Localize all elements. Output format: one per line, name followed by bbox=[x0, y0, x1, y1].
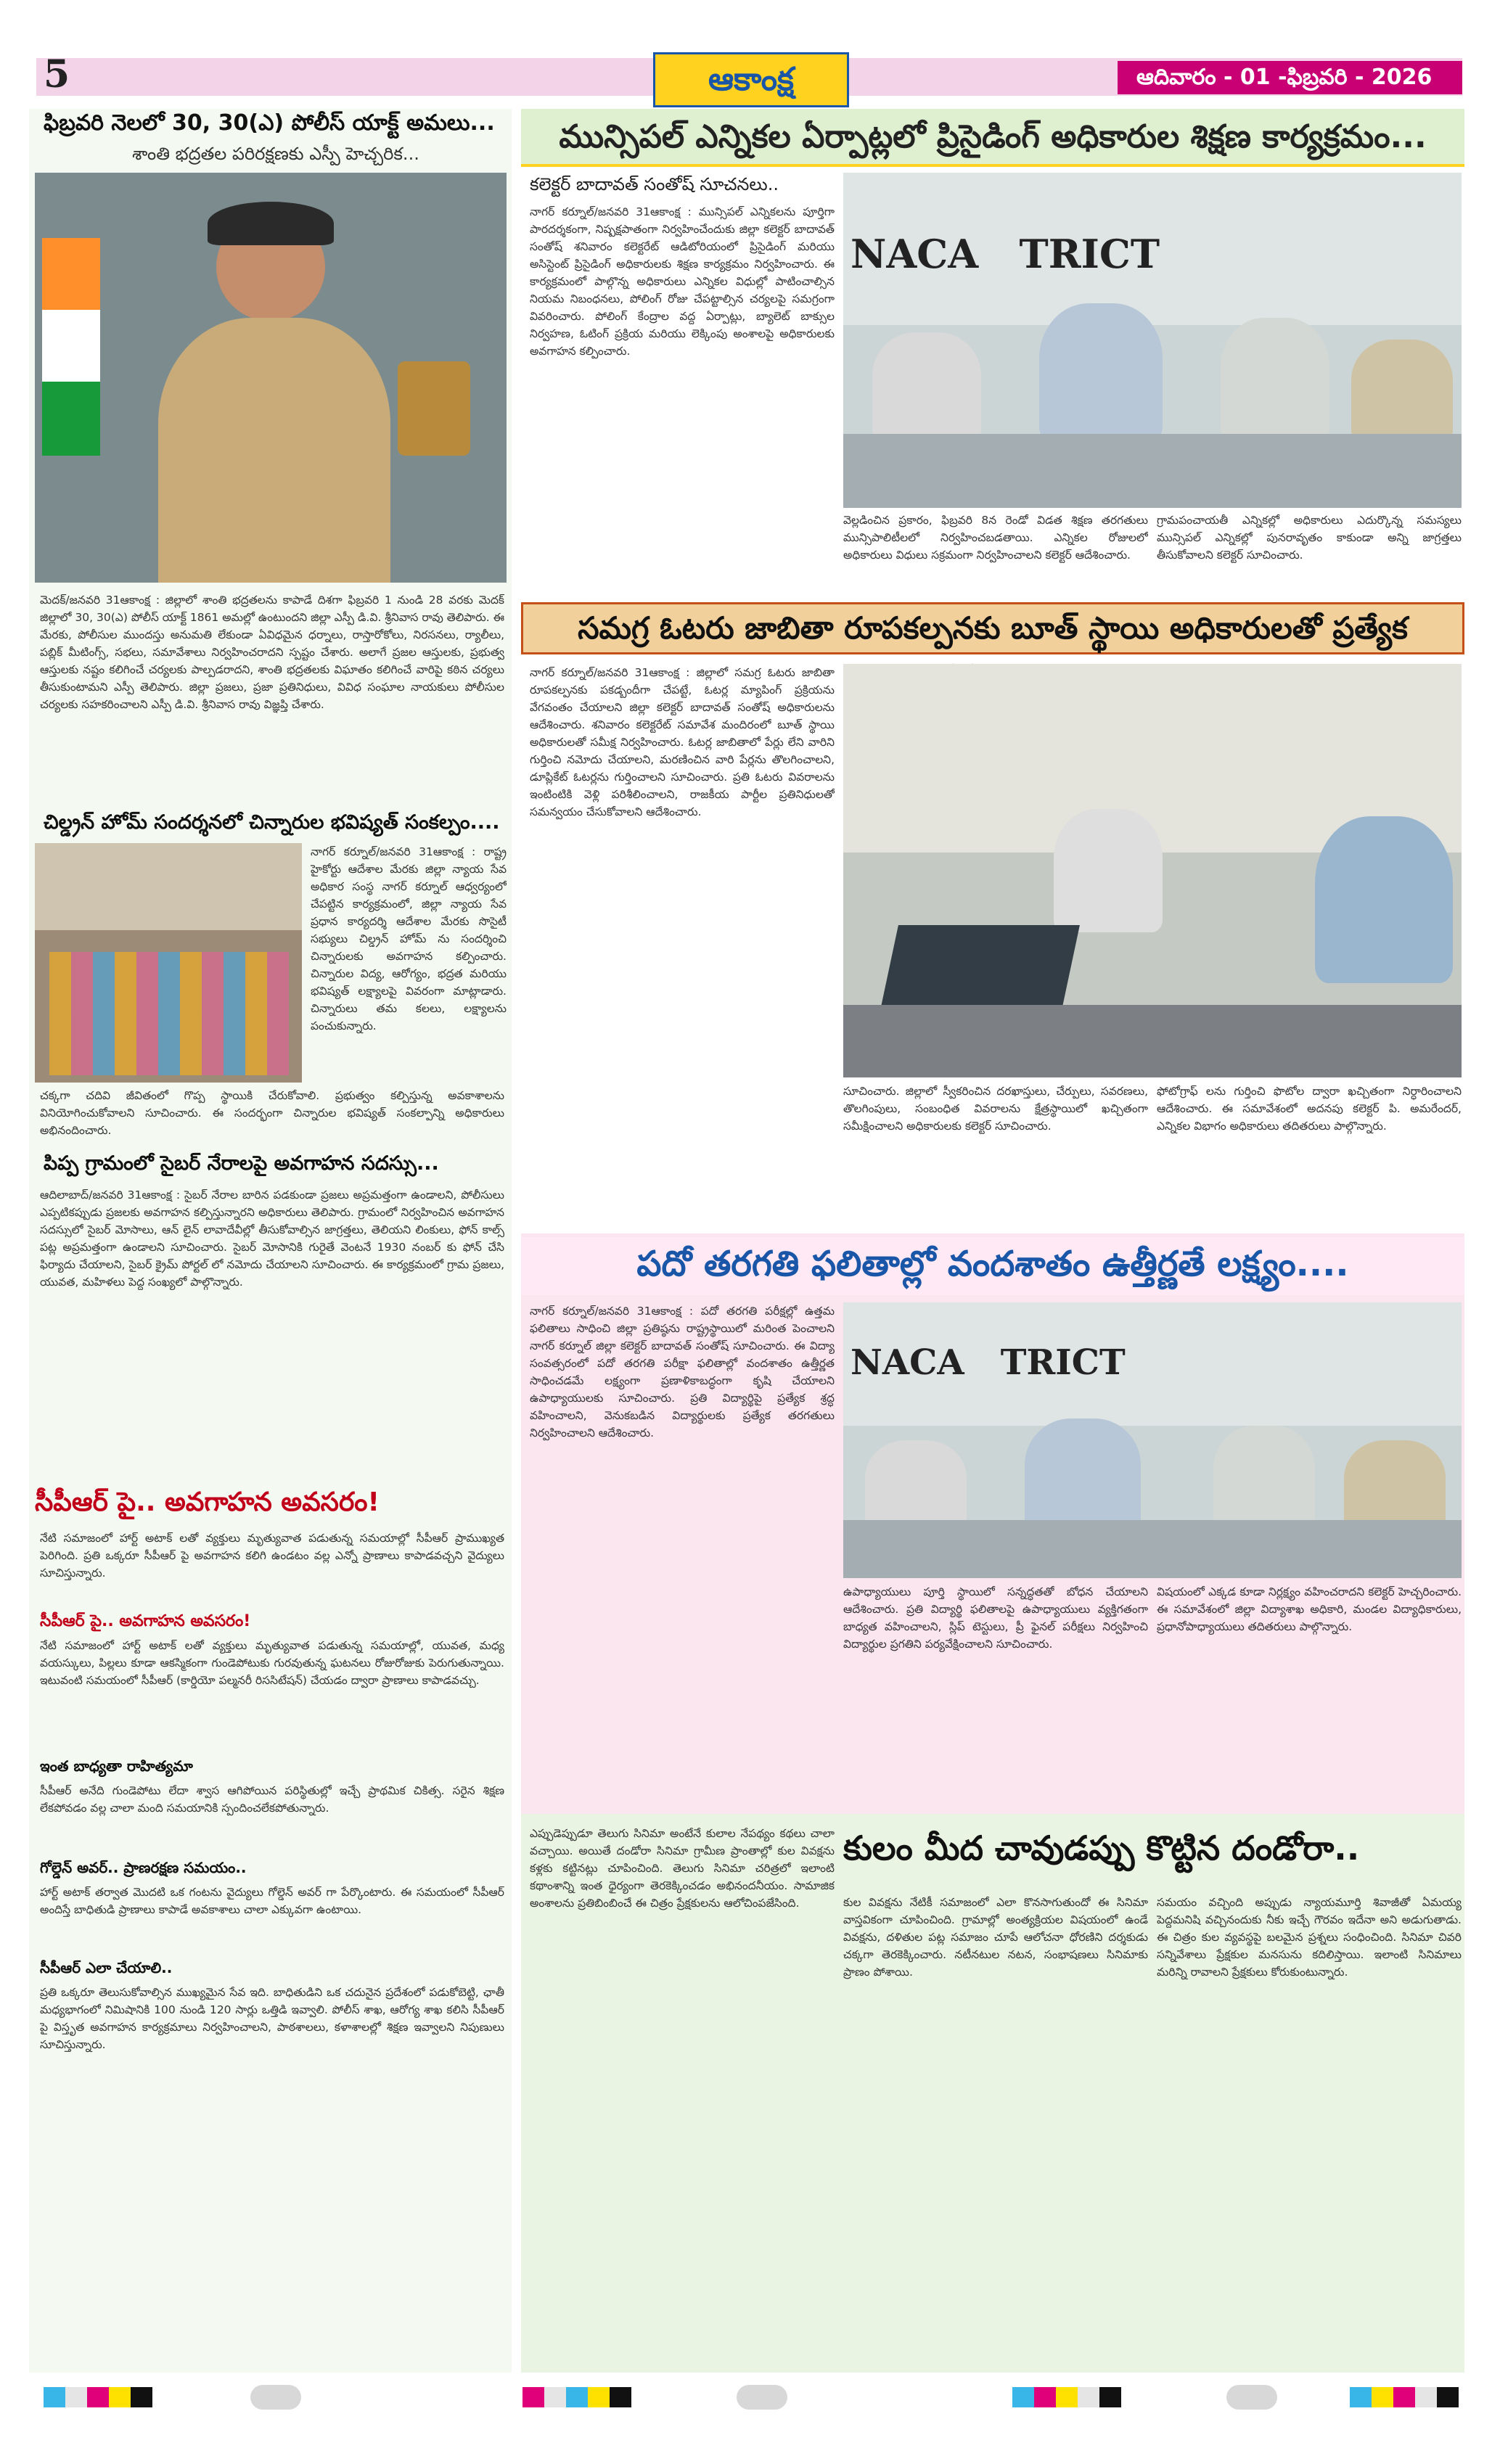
article-body-voter-list-3: ఫోటోగ్రాఫ్ లను గుర్తించి ఫొటోల ద్వారా ఖచ్చితంగా నిర్ధారించాలని ఆదేశించారు. ఈ సమావేశంలో అదనపు కలెక్టర్ పి. అమరేందర్, ఎన్నికల విభాగం అధికారులు తదితరులు పాల్గొన్నారు. bbox=[1157, 1085, 1462, 1133]
story-title-police-act: ఫిబ్రవరి నెలలో 30, 30(ఎ) పోలీస్ యాక్ట్ అమలు... bbox=[44, 110, 495, 136]
backdrop-letters-3: NACA TRICT bbox=[851, 1342, 1126, 1383]
registration-pill-1 bbox=[250, 2385, 301, 2410]
photo-table-2 bbox=[843, 1005, 1462, 1077]
photo-wall bbox=[35, 843, 302, 930]
article-body-tenth-3: విషయంలో ఎక్కడ కూడా నిర్లక్ష్యం వహించరాదని కలెక్టర్ హెచ్చరించారు. ఈ సమావేశంలో జిల్లా విద్యాశాఖ అధికారి, మండల విద్యాధికారులు, ప్రధానోపాధ్యాయులు తదితరులు పాల్గొన్నారు. bbox=[1157, 1585, 1462, 1633]
color-bar-far-right bbox=[1350, 2387, 1459, 2407]
page-number: 5 bbox=[44, 52, 70, 96]
officer-4 bbox=[1351, 340, 1453, 441]
masthead-logo: ఆకాంక్ష bbox=[653, 52, 849, 107]
story-title-cpr: సీపీఆర్ పై.. అవగాహన అవసరం! bbox=[35, 1487, 380, 1517]
story-body-children-home-2: చక్కగా చదివి జీవితంలో గొప్ప స్థాయికి చేరుకోవాలి. ప్రభుత్వం కల్పిస్తున్న అవకాశాలను వినియోగించుకోవాలని సూచించారు. ఈ సందర్భంగా చిన్నారుల భవిష్యత్ సంకల్పాన్ని అధికారులు అభినందించారు. bbox=[40, 1089, 504, 1137]
official-right bbox=[1315, 816, 1453, 983]
article-body-presiding-3: గ్రామపంచాయతీ ఎన్నికల్లో అధికారులు ఎదుర్కొన్న సమస్యలు మున్సిపల్ ఎన్నికల్లో పునరావృతం కాకుండా అన్ని జాగ్రత్తలు తీసుకోవాలని కలెక్టర్ సూచించారు. bbox=[1157, 514, 1462, 562]
article-body-dandora-mid: కుల వివక్షను నేటికీ సమాజంలో ఎలా కొనసాగుతుందో ఈ సినిమా వాస్తవికంగా చూపించింది. గ్రామాల్లో అంత్యక్రియల విషయంలో ఉండే వివక్షను, దళితుల పట్ల సమాజం చూపే ఆలోచనా ధోరణిని దర్శకుడు చక్కగా తెరకెక్కించారు. నటీనటుల నటన, సంభాషణలు సినిమాకు ప్రాణం పోశాయి. bbox=[843, 1896, 1148, 1979]
cpr-subhead-2: ఇంత బాధ్యతా రాహిత్యమా bbox=[40, 1757, 193, 1775]
officer-uniform bbox=[158, 318, 390, 583]
story-body-cpr-2: నేటి సమాజంలో హార్ట్ అటాక్ లతో వ్యక్తులు మృత్యువాత పడుతున్న సమయాల్లో, యువత, మధ్య వయస్కులు, పిల్లలు కూడా ఆకస్మికంగా గుండెపోటుకు గురవుతున్న ఘటనలు రోజురోజుకు పెరుగుతున్నాయి. ఇటువంటి సమయంలో సీపీఆర్ (కార్డియో పల్మనరీ రిససిటేషన్) చేయడం ద్వారా ప్రాణాలు కాపాడవచ్చు. bbox=[40, 1639, 504, 1687]
official-seated bbox=[1054, 809, 1163, 932]
story-subtitle-police-act: శాంతి భద్రతల పరిరక్షణకు ఎస్పీ హెచ్చరిక... bbox=[132, 144, 419, 164]
article-body-tenth: నాగర్ కర్నూల్/జనవరి 31ఆకాంక్ష : పదో తరగతి పరీక్షల్లో ఉత్తమ ఫలితాలు సాధించి జిల్లా ప్రతిష్ఠను రాష్ట్రస్థాయిలో మరింత పెంచాలని నాగర్ కర్నూల్ జిల్లా కలెక్టర్ బాదావత్ సంతోష్ సూచించారు. ఈ విద్యా సంవత్సరంలో పదో తరగతి పరీక్షా ఫలితాల్లో వందశాతం ఉత్తీర్ణత సాధించడమే లక్ష్యంగా ప్రణాళికాబద్ధంగా కృషి చేయాలని ఉపాధ్యాయులకు సూచించారు. ప్రతి విద్యార్థిపై ప్రత్యేక శ్రద్ధ వహించాలని, వెనుకబడిన విద్యార్థులకు ప్రత్యేక తరగతులు నిర్వహించాలని ఆదేశించారు. bbox=[530, 1305, 835, 1440]
article-body-voter-list: నాగర్ కర్నూల్/జనవరి 31ఆకాంక్ష : జిల్లాలో సమగ్ర ఓటరు జాబితా రూపకల్పనకు పకడ్బందీగా చేపట్టే, ఓటర్ల మ్యాపింగ్ ప్రక్రియను వేగవంతం చేయాలని జిల్లా కలెక్టర్ బాదావత్ సంతోష్ అధికారులను ఆదేశించారు. శనివారం కలెక్టరేట్ సమావేశ మందిరంలో బూత్ స్థాయి అధికారులతో సమీక్ష నిర్వహించారు. ఓటర్ల జాబితాలో పేర్లు లేని వారిని గుర్తించి నమోదు చేయాలని, మరణించిన వారి పేర్లను తొలగించాలని, డూప్లికేట్ ఓటర్లను గుర్తించాలని సూచించారు. ప్రతి ఓటరు వివరాలను ఇంటింటికి వెళ్లి పరిశీలించాలని, రాజకీయ పార్టీల ప్రతినిధులతో సమన్వయం చేసుకోవాలని ఆదేశించారు. bbox=[530, 666, 835, 818]
headline-tenth-results: పదో తరగతి ఫలితాల్లో వందశాతం ఉత్తీర్ణతే లక్ష్యం.... bbox=[521, 1237, 1464, 1295]
emblem-icon bbox=[398, 361, 470, 456]
headline-presiding-officers: మున్సిపల్ ఎన్నికల ఏర్పాట్లలో ప్రిసైడింగ్ అధికారుల శిక్షణ కార్యక్రమం... bbox=[521, 109, 1464, 167]
story-body-police-act: మెదక్/జనవరి 31ఆకాంక్ష : జిల్లాలో శాంతి భద్రతలను కాపాడే దిశగా ఫిబ్రవరి 1 నుండి 28 వరకు మెదక్ జిల్లాలో 30, 30(ఎ) పోలీస్ యాక్ట్ 1861 అమల్లో ఉంటుందని జిల్లా ఎస్పీ డి.వి. శ్రీనివాస రావు తెలిపారు. ఈ మేరకు, పోలీసుల ముందస్తు అనుమతి లేకుండా ఏవిధమైన ధర్నాలు, రాస్తారోకోలు, నిరసనలు, ర్యాలీలు, పబ్లిక్ మీటింగ్స్, సభలు, సమావేశాలు నిర్వహించరాదని స్పష్టం చేశారు. అలాగే ప్రజల ఆస్తులకు, ప్రభుత్వ ఆస్తులకు నష్టం కలిగించే చర్యలకు పాల్పడరాదని, శాంతి భద్రతలకు విఘాతం కలిగించే వారిపై కఠిన చర్యలు తీసుకుంటామని ఎస్పీ తెలిపారు. జిల్లా ప్రజలు, ప్రజా ప్రతినిధులు, వివిధ సంఘాల నాయకులు పోలీసుల చర్యలకు సహకరించాలని ఎస్పీ డి.వి. శ్రీనివాస రావు విజ్ఞప్తి చేశారు. bbox=[40, 594, 504, 711]
registration-pill-2 bbox=[737, 2385, 787, 2410]
photo-table-3 bbox=[843, 1520, 1462, 1578]
tenth-meeting-photo bbox=[843, 1302, 1462, 1578]
children-group bbox=[49, 952, 289, 1075]
registration-pill-3 bbox=[1226, 2385, 1277, 2410]
article-body-tenth-2: ఉపాధ్యాయులు పూర్తి స్థాయిలో సన్నద్ధతతో బోధన చేయాలని ఆదేశించారు. ప్రతి విద్యార్థి ఫలితాలపై ఉపాధ్యాయులు వ్యక్తిగతంగా బాధ్యత వహించాలని, స్లిప్ టెస్టులు, ప్రీ ఫైనల్ పరీక్షలు నిర్వహించి విద్యార్థుల ప్రగతిని పర్యవేక్షించాలని సూచించారు. bbox=[843, 1585, 1148, 1651]
story-body-cpr-1: నేటి సమాజంలో హార్ట్ అటాక్ లతో వ్యక్తులు మృత్యువాత పడుతున్న సమయాల్లో సీపీఆర్ ప్రాముఖ్యత పెరిగింది. ప్రతి ఒక్కరూ సీపీఆర్ పై అవగాహన కలిగి ఉండటం వల్ల ఎన్నో ప్రాణాలు కాపాడవచ్చని వైద్యులు సూచిస్తున్నారు. bbox=[40, 1532, 504, 1580]
cpr-subhead-1: సీపీఆర్ పై.. అవగాహన అవసరం! bbox=[40, 1612, 251, 1630]
subhead-collector: కలెక్టర్ బాదావత్ సంతోష్ సూచనలు.. bbox=[530, 174, 779, 194]
article-body-dandora-right: సమయం వచ్చింది అప్పుడు న్యాయమూర్తి శివాజీతో ఏమయ్య పెద్దమనిషి వచ్చినందుకు నీకు ఇచ్చే గౌరవం ఇదేనా అని అడుగుతాడు. ఈ చిత్రం కుల వ్యవస్థపై బలమైన ప్రశ్నలు సంధించింది. సినిమా చివరి సన్నివేశాలు ప్రేక్షకుల మనసును కదిలిస్తాయి. ఇలాంటి సినిమాలు మరిన్ని రావాలని ప్రేక్షకులు కోరుకుంటున్నారు. bbox=[1157, 1896, 1462, 1979]
headline-dandora: కులం మీద చావుడప్పు కొట్టిన దండోరా.. bbox=[843, 1828, 1360, 1868]
story-body-children-home: నాగర్ కర్నూల్/జనవరి 31ఆకాంక్ష : రాష్ట్ర హైకోర్టు ఆదేశాల మేరకు జిల్లా న్యాయ సేవ అధికార సంస్థ నాగర్ కర్నూల్ ఆధ్వర్యంలో చేపట్టిన కార్యక్రమంలో, జిల్లా న్యాయ సేవ ప్రధాన కార్యదర్శి ఆదేశాల మేరకు సొసైటీ సభ్యులు చిల్డ్రన్ హోమ్ ను సందర్శించి చిన్నారులకు అవగాహన కల్పించారు. చిన్నారుల విద్య, ఆరోగ్యం, భద్రత మరియు భవిష్యత్ లక్ష్యాలపై వివరంగా మాట్లాడారు. చిన్నారులు తమ కలలు, లక్ష్యాలను పంచుకున్నారు. bbox=[311, 845, 507, 1032]
article-body-presiding-2: వెల్లడించిన ప్రకారం, ఫిబ్రవరి 8న రెండో విడత శిక్షణ తరగతులు మున్సిపాలిటీలలో నిర్వహించబడతాయి. ఎన్నికల రోజులలో అధికారులు విధులు సక్రమంగా నిర్వహించాలని కలెక్టర్ ఆదేశించారు. bbox=[843, 514, 1148, 562]
color-bar-right bbox=[1012, 2387, 1121, 2407]
photo-table bbox=[843, 434, 1462, 508]
color-bar-mid bbox=[522, 2387, 631, 2407]
headline-voter-list: సమగ్ర ఓటరు జాబితా రూపకల్పనకు బూత్ స్థాయి అధికారులతో ప్రత్యేక bbox=[521, 602, 1464, 654]
story-body-cpr-4: హార్ట్ అటాక్ తర్వాత మొదటి ఒక గంటను వైద్యులు గోల్డెన్ అవర్ గా పేర్కొంటారు. ఈ సమయంలో సీపీఆర్ అందిస్తే బాధితుడి ప్రాణాలు కాపాడే అవకాశాలు చాలా ఎక్కువగా ఉంటాయి. bbox=[40, 1886, 504, 1916]
cpr-subhead-4: సీపీఆర్ ఎలా చేయాలి.. bbox=[40, 1959, 173, 1976]
article-body-presiding: నాగర్ కర్నూల్/జనవరి 31ఆకాంక్ష : మున్సిపల్ ఎన్నికలను పూర్తిగా పారదర్శకంగా, నిష్పక్షపాతంగా నిర్వహించేందుకు జిల్లా కలెక్టర్ బాదావత్ సంతోష్ శనివారం కలెక్టరేట్ ఆడిటోరియంలో ప్రిసైడింగ్ మరియు అసిస్టెంట్ ప్రిసైడింగ్ అధికారులకు శిక్షణ కార్యక్రమం నిర్వహించారు. ఈ కార్యక్రమంలో పాల్గొన్న అధికారులు ఎన్నికల విధుల్లో పాటించాల్సిన నియమ నిబంధనలు, పోలింగ్ రోజు చేపట్టాల్సిన చర్యలపై సమగ్రంగా వివరించారు. పోలింగ్ కేంద్రాల వద్ద ఏర్పాట్లు, బ్యాలెట్ బాక్సుల నిర్వహణ, ఓటింగ్ ప్రక్రియ మరియు లెక్కింపు అంశాలపై అధికారులకు అవగాహన కల్పించారు. bbox=[530, 205, 835, 358]
officer-3 bbox=[1221, 318, 1329, 441]
backdrop-letters: NACA TRICT bbox=[851, 231, 1160, 277]
color-bar-left bbox=[44, 2387, 152, 2407]
training-photo bbox=[843, 173, 1462, 508]
officer-1 bbox=[872, 332, 981, 441]
voter-review-photo bbox=[843, 664, 1462, 1077]
story-body-cyber: ఆదిలాబాద్/జనవరి 31ఆకాంక్ష : సైబర్ నేరాల బారిన పడకుండా ప్రజలు అప్రమత్తంగా ఉండాలని, పోలీసులు ఎప్పటికప్పుడు ప్రజలకు అవగాహన కల్పిస్తున్నారని అధికారులు తెలిపారు. గ్రామంలో నిర్వహించిన అవగాహన సదస్సులో సైబర్ మోసాలు, ఆన్ లైన్ లావాదేవీల్లో తీసుకోవాల్సిన జాగ్రత్తలు, తెలియని లింకులు, ఫోన్ కాల్స్ పట్ల అప్రమత్తంగా ఉండాలని సూచించారు. సైబర్ మోసానికి గురైతే వెంటనే 1930 నంబర్ కు ఫోన్ చేసి ఫిర్యాదు చేయాలని, సైబర్ క్రైమ్ పోర్టల్ లో నమోదు చేయాలని సూచించారు. ఈ కార్యక్రమంలో గ్రామ ప్రజలు, యువత, మహిళలు పెద్ద సంఖ్యలో పాల్గొన్నారు. bbox=[40, 1188, 504, 1289]
officer-7 bbox=[1213, 1426, 1315, 1535]
article-body-voter-list-2: సూచించారు. జిల్లాలో స్వీకరించిన దరఖాస్తులు, చేర్పులు, సవరణలు, తొలగింపులు, సంబంధిత వివరాలను క్షేత్రస్థాయిలో ఖచ్చితంగా సమీక్షించాలని అధికారులకు కలెక్టర్ సూచించారు. bbox=[843, 1085, 1148, 1133]
story-title-children-home: చిల్డ్రన్ హోమ్ సందర్శనలో చిన్నారుల భవిష్యత్ సంకల్పం.... bbox=[44, 811, 500, 834]
officer-cap bbox=[208, 202, 334, 245]
story-body-cpr-5: ప్రతి ఒక్కరూ తెలుసుకోవాల్సిన ముఖ్యమైన సేవ ఇది. బాధితుడిని ఒక చదునైన ప్రదేశంలో పడుకోబెట్టి, ఛాతీ మధ్యభాగంలో నిమిషానికి 100 నుండి 120 సార్లు ఒత్తిడి ఇవ్వాలి. పోలీస్ శాఖ, ఆరోగ్య శాఖ కలిసి సీపీఆర్ పై విస్తృత అవగాహన కార్యక్రమాలు నిర్వహించాలని, పాఠశాలలు, కళాశాలల్లో శిక్షణ ఇవ్వాలని నిపుణులు సూచిస్తున్నారు. bbox=[40, 1986, 504, 2051]
article-body-dandora-left: ఎప్పుడెప్పుడూ తెలుగు సినిమా అంటేనే కులాల నేపథ్యం కథలు చాలా వచ్చాయి. అయితే దండోరా సినిమా గ్రామీణ ప్రాంతాల్లో కుల వివక్షను కళ్లకు కట్టినట్లు చూపించింది. తెలుగు సినిమా చరిత్రలో ఇలాంటి కథాంశాన్ని ఇంత ధైర్యంగా తెరకెక్కించడం అభినందనీయం. సామాజిక అంశాలను ప్రతిబింబించే ఈ చిత్రం ప్రేక్షకులను ఆలోచింపజేసింది. bbox=[530, 1827, 835, 1910]
flag-icon bbox=[42, 238, 100, 456]
sp-photo bbox=[35, 173, 507, 583]
date-bar: ఆదివారం - 01 -ఫిబ్రవరి - 2026 bbox=[1118, 61, 1462, 94]
officer-2 bbox=[1039, 303, 1163, 441]
officer-6 bbox=[1025, 1418, 1141, 1535]
story-body-cpr-3: సీపీఆర్ అనేది గుండెపోటు లేదా శ్వాస ఆగిపోయిన పరిస్థితుల్లో ఇచ్చే ప్రాథమిక చికిత్స. సరైన శిక్షణ లేకపోవడం వల్ల చాలా మంది సమయానికి స్పందించలేకపోతున్నారు. bbox=[40, 1784, 504, 1815]
story-title-cyber: పిప్ప గ్రామంలో సైబర్ నేరాలపై అవగాహన సదస్సు... bbox=[44, 1152, 439, 1175]
cpr-subhead-3: గోల్డెన్ అవర్.. ప్రాణరక్షణ సమయం.. bbox=[40, 1859, 247, 1876]
children-home-photo bbox=[35, 843, 302, 1083]
